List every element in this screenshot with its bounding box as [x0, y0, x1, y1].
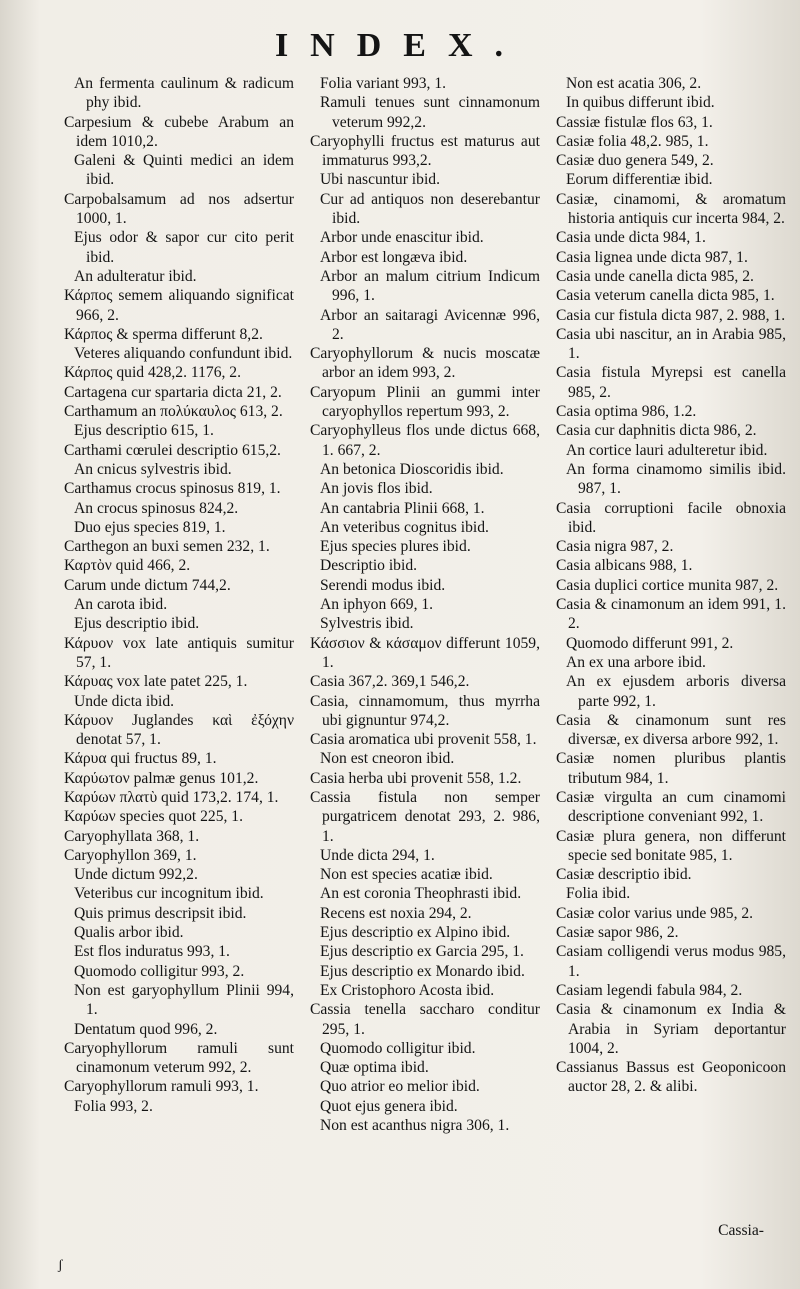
index-entry: Casia cur fistula dicta 987, 2. 988, 1.: [556, 306, 786, 324]
index-subentry: Non est species acatiæ ibid.: [320, 866, 493, 884]
index-subentry: An cantabria Plinii 668, 1.: [320, 499, 485, 517]
index-column-1: [64, 74, 294, 1274]
index-subentry: An adulteratur ibid.: [74, 267, 197, 285]
index-subentry: An ex una arbore ibid.: [566, 653, 706, 671]
index-entry: Caryophyllorum ramuli 993, 1.: [64, 1078, 259, 1096]
index-entry: Κάρπος & sperma differunt 8,2.: [64, 325, 263, 343]
index-subentry: Est flos induratus 993, 1.: [74, 943, 230, 961]
index-entry: Caryophylleus flos unde dictus 668, 1. 667, 2.: [310, 422, 540, 459]
index-entry: Caryophyllorum & nucis moscatæ arbor an idem 993, 2.: [310, 345, 540, 382]
index-entry: Cassia fistula non semper purgatricem denotat 293, 2. 986, 1.: [310, 788, 540, 845]
index-entry: Casiæ plura genera, non differunt specie sed bonitate 985, 1.: [556, 827, 786, 864]
index-entry: Casiæ sapor 986, 2.: [556, 924, 679, 942]
index-entry: Casiam colligendi verus modus 985, 1.: [556, 943, 786, 980]
index-entry: Caryopum Plinii an gummi inter caryophyllos repertum 993, 2.: [310, 383, 540, 421]
index-subentry: Folia ibid.: [566, 885, 631, 903]
index-subentry: Quot ejus genera ibid.: [320, 1097, 458, 1115]
index-entry: Casia, cinnamomum, thus myrrha ubi gignuntur 974,2.: [310, 692, 540, 729]
index-entry: Casia veterum canella dicta 985, 1.: [556, 287, 775, 305]
index-subentry: Descriptio ibid.: [320, 557, 418, 575]
index-entry: Casia herba ubi provenit 558, 1.2.: [310, 769, 522, 787]
index-entry: Casiæ virgulta an cum cinamomi descriptione conveniant 992, 1.: [556, 788, 786, 826]
index-subentry: Duo ejus species 819, 1.: [74, 518, 226, 536]
index-subentry: An cnicus sylvestris ibid.: [74, 460, 232, 478]
margin-mark: ʃ: [58, 1258, 63, 1273]
index-entry: Cassianus Bassus est Geoponicoon auctor 28, 2. & alibi.: [556, 1059, 786, 1096]
index-entry: Casiam legendi fabula 984, 2.: [556, 981, 743, 999]
index-subentry: Quomodo differunt 991, 2.: [566, 634, 734, 652]
index-entry: Casia corruptioni facile obnoxia ibid.: [556, 499, 786, 536]
index-entry: Casia ubi nascitur, an in Arabia 985, 1.: [556, 325, 786, 363]
index-subentry: Quomodo colligitur 993, 2.: [74, 962, 245, 980]
index-entry: Casia unde canella dicta 985, 2.: [556, 267, 754, 285]
index-entry: Caryophyllorum ramuli sunt cinamonum veterum 992, 2.: [64, 1039, 294, 1077]
index-subentry: An carota ibid.: [74, 596, 168, 614]
index-subentry: Ejus descriptio 615, 1.: [74, 422, 214, 440]
index-entry: Κάρπος quid 428,2. 1176, 2.: [64, 364, 241, 382]
index-entry: Casia & cinamonum sunt res diversæ, ex diversa arbore 992, 1.: [556, 711, 786, 749]
index-subentry: An veteribus cognitus ibid.: [320, 518, 489, 536]
index-subentry: Non est acanthus nigra 306, 1.: [320, 1117, 510, 1135]
index-subentry: Ejus descriptio ibid.: [74, 615, 200, 633]
index-columns: [64, 74, 794, 1274]
index-entry: Κάρυον Juglandes καὶ ἐξόχην denotat 57, 1.: [64, 711, 294, 749]
index-subentry: Arbor an malum citrium Indicum 996, 1.: [320, 267, 540, 305]
index-entry: Carthami cœrulei descriptio 615,2.: [64, 441, 281, 459]
index-column-3: [556, 74, 786, 1274]
index-subentry: Non est cneoron ibid.: [320, 750, 455, 768]
index-subentry: Non est garyophyllum Plinii 994, 1.: [74, 981, 294, 1019]
index-subentry: Serendi modus ibid.: [320, 576, 446, 594]
index-entry: Casia fistula Myrepsi est canella 985, 2.: [556, 364, 786, 401]
index-subentry: Quomodo colligitur ibid.: [320, 1039, 476, 1057]
index-column-2: [310, 74, 540, 1274]
index-subentry: Ejus odor & sapor cur cito perit ibid.: [74, 229, 294, 266]
index-entry: Carpesium & cubebe Arabum an idem 1010,2.: [64, 113, 294, 150]
index-entry: Carpobalsamum ad nos adsertur 1000, 1.: [64, 190, 294, 228]
index-entry: Καρύωτον palmæ genus 101,2.: [64, 769, 259, 787]
index-subentry: An fermenta caulinum & radicum phy ibid.: [74, 75, 294, 112]
index-entry: Carthamum an πολύκαυλος 613, 2.: [64, 403, 283, 421]
index-subentry: Cur ad antiquos non deserebantur ibid.: [320, 190, 540, 228]
index-subentry: Folia variant 993, 1.: [320, 75, 447, 92]
index-subentry: Qualis arbor ibid.: [74, 924, 184, 942]
index-entry: Casia duplici cortice munita 987, 2.: [556, 576, 779, 594]
index-subentry: Sylvestris ibid.: [320, 615, 414, 633]
index-subentry: An forma cinamomo similis ibid. 987, 1.: [566, 460, 786, 498]
index-subentry: Arbor an saitaragi Avicennæ 996, 2.: [320, 306, 540, 343]
index-entry: Καρύων πλατὺ quid 173,2. 174, 1.: [64, 788, 279, 806]
index-entry: Cassia tenella saccharo conditur 295, 1.: [310, 1001, 540, 1038]
index-entry: Casiæ, cinamomi, & aromatum historia antiquis cur incerta 984, 2.: [556, 190, 786, 228]
index-entry: Casia nigra 987, 2.: [556, 538, 674, 556]
index-subentry: Unde dicta ibid.: [74, 692, 175, 710]
index-subentry: Unde dictum 992,2.: [74, 866, 198, 884]
catchword: Cassia-: [718, 1222, 764, 1239]
index-entry: Κάσσιον & κάσαμον differunt 1059, 1.: [310, 634, 540, 671]
index-entry: Casia lignea unde dicta 987, 1.: [556, 248, 748, 266]
index-subentry: Dentatum quod 996, 2.: [74, 1020, 218, 1038]
index-subentry: Quæ optima ibid.: [320, 1059, 429, 1077]
index-subentry: Ejus descriptio ex Garcia 295, 1.: [320, 943, 524, 961]
index-entry: Casia 367,2. 369,1 546,2.: [310, 673, 470, 691]
index-entry: Carthegon an buxi semen 232, 1.: [64, 538, 270, 556]
index-subentry: An iphyon 669, 1.: [320, 596, 434, 614]
index-entry: Caryophyllata 368, 1.: [64, 827, 200, 845]
index-subentry: Arbor est longæva ibid.: [320, 248, 468, 266]
index-subentry: Ex Cristophoro Acosta ibid.: [320, 981, 495, 999]
index-subentry: In quibus differunt ibid.: [566, 94, 715, 112]
index-subentry: Ubi nascuntur ibid.: [320, 171, 440, 189]
index-entry: Καρύων species quot 225, 1.: [64, 808, 244, 826]
index-entry: Casia optima 986, 1.2.: [556, 403, 697, 421]
index-entry: Casiæ duo genera 549, 2.: [556, 152, 714, 170]
index-subentry: An cortice lauri adulteretur ibid.: [566, 441, 768, 459]
index-subentry: An ex ejusdem arboris diversa parte 992, 1.: [566, 673, 786, 710]
index-entry: Κάρυας vox late patet 225, 1.: [64, 673, 248, 691]
index-subentry: An betonica Dioscoridis ibid.: [320, 460, 504, 478]
index-entry: Casia cur daphnitis dicta 986, 2.: [556, 422, 757, 440]
index-subentry: Galeni & Quinti medici an idem ibid.: [74, 152, 294, 189]
index-entry: Cassiæ fistulæ flos 63, 1.: [556, 113, 713, 131]
index-subentry: Unde dicta 294, 1.: [320, 846, 435, 864]
index-entry: Casiæ color varius unde 985, 2.: [556, 904, 754, 922]
index-subentry: Quis primus descripsit ibid.: [74, 904, 247, 922]
index-entry: Casia & cinamonum ex India & Arabia in Syriam deportantur 1004, 2.: [556, 1001, 786, 1057]
index-subentry: Non est acatia 306, 2.: [566, 75, 702, 92]
index-entry: Κάρυον vox late antiquis sumitur 57, 1.: [64, 634, 294, 671]
index-entry: Κάρυα qui fructus 89, 1.: [64, 750, 217, 768]
index-entry: Κάρπος semem aliquando significat 966, 2.: [64, 287, 294, 324]
index-subentry: Folia 993, 2.: [74, 1097, 153, 1115]
index-subentry: Veteres aliquando confundunt ibid.: [74, 345, 293, 363]
index-subentry: Arbor unde enascitur ibid.: [320, 229, 484, 247]
index-entry: Carthamus crocus spinosus 819, 1.: [64, 480, 281, 498]
index-subentry: An jovis flos ibid.: [320, 480, 433, 498]
index-subentry: Eorum differentiæ ibid.: [566, 171, 713, 189]
index-subentry: Ramuli tenues sunt cinnamonum veterum 992,2.: [320, 94, 540, 131]
index-entry: Cartagena cur spartaria dicta 21, 2.: [64, 383, 282, 401]
index-entry: Casiæ descriptio ibid.: [556, 866, 692, 884]
index-entry: Carum unde dictum 744,2.: [64, 576, 231, 594]
index-subentry: Ejus descriptio ex Alpino ibid.: [320, 924, 511, 942]
page-title: INDEX.: [274, 27, 526, 64]
index-entry: Caryophylli fructus est maturus aut immaturus 993,2.: [310, 132, 540, 170]
index-entry: Casiæ folia 48,2. 985, 1.: [556, 132, 709, 150]
index-entry: Καρτὸν quid 466, 2.: [64, 557, 191, 575]
index-entry: Casiæ nomen pluribus plantis tributum 984, 1.: [556, 750, 786, 787]
index-entry: Casia albicans 988, 1.: [556, 557, 693, 575]
index-subentry: An est coronia Theophrasti ibid.: [320, 885, 522, 903]
index-entry: Casia & cinamonum an idem 991, 1. 2.: [556, 596, 786, 633]
index-subentry: Recens est noxia 294, 2.: [320, 904, 472, 922]
index-entry: Caryophyllon 369, 1.: [64, 846, 197, 864]
index-entry: Casia aromatica ubi provenit 558, 1.: [310, 731, 537, 749]
index-subentry: Ejus species plures ibid.: [320, 538, 471, 556]
index-subentry: Veteribus cur incognitum ibid.: [74, 885, 264, 903]
index-entry: Casia unde dicta 984, 1.: [556, 229, 706, 247]
index-subentry: An crocus spinosus 824,2.: [74, 499, 239, 517]
index-subentry: Quo atrior eo melior ibid.: [320, 1078, 480, 1096]
index-subentry: Ejus descriptio ex Monardo ibid.: [320, 962, 525, 980]
